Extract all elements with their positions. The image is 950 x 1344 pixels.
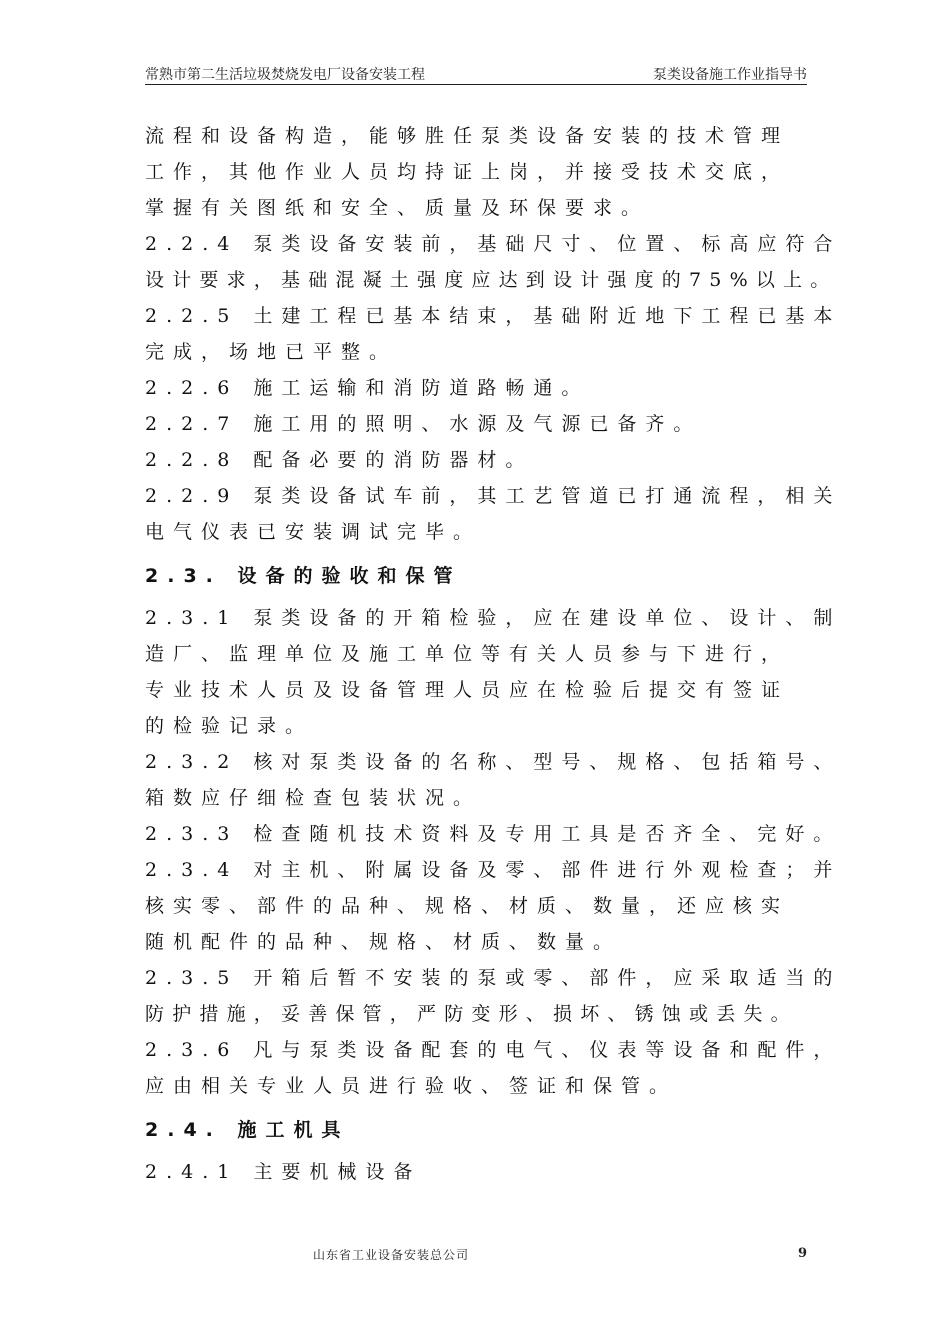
text-line: 2.3.4 对主机、附属设备及零、部件进行外观检查；并 [145, 859, 842, 881]
text-line: 2.3.5 开箱后暂不安装的泵或零、部件，应采取适当的 [145, 967, 842, 989]
text-line: 2.3.2 核对泵类设备的名称、型号、规格、包括箱号、 [145, 751, 842, 773]
text-line: 完成，场地已平整。 [145, 341, 398, 363]
page-header [145, 62, 807, 85]
text-line: 箱数应仔细检查包装状况。 [145, 787, 482, 809]
text-line: 设计要求，基础混凝土强度应达到设计强度的75%以上。 [145, 269, 838, 291]
text-line: 2.4.1 主要机械设备 [145, 1161, 422, 1183]
text-line: 工作，其他作业人员均持证上岗，并接受技术交底， [145, 161, 790, 183]
text-line: 2.3.1 泵类设备的开箱检验，应在建设单位、设计、制 [145, 607, 842, 629]
section-heading-2-3: 2.3. 设备的验收和保管 [145, 565, 462, 587]
text-line: 2.2.5 土建工程已基本结束，基础附近地下工程已基本 [145, 305, 842, 327]
text-line: 专业技术人员及设备管理人员应在检验后提交有签证 [145, 679, 790, 701]
text-line: 2.2.6 施工运输和消防道路畅通。 [145, 377, 590, 399]
document-body [145, 118, 842, 1190]
text-line: 2.3.6 凡与泵类设备配套的电气、仪表等设备和配件， [145, 1039, 842, 1061]
text-line: 电气仪表已安装调试完毕。 [145, 521, 482, 543]
text-line: 掌握有关图纸和安全、质量及环保要求。 [145, 197, 650, 219]
text-line: 造厂、监理单位及施工单位等有关人员参与下进行， [145, 643, 790, 665]
text-line: 的检验记录。 [145, 715, 314, 737]
text-line: 2.3.3 检查随机技术资料及专用工具是否齐全、完好。 [145, 823, 842, 845]
text-line: 核实零、部件的品种、规格、材质、数量，还应核实 [145, 895, 790, 917]
text-line: 防护措施，妥善保管，严防变形、损坏、锈蚀或丢失。 [145, 1003, 798, 1025]
page-footer [145, 1246, 807, 1268]
text-line: 2.2.7 施工用的照明、水源及气源已备齐。 [145, 413, 702, 435]
text-line: 2.2.4 泵类设备安装前，基础尺寸、位置、标高应符合 [145, 233, 842, 255]
company-name: 山东省工业设备安装总公司 [313, 1248, 470, 1262]
document-title: 泵类设备施工作业指导书 [653, 67, 807, 83]
section-heading-2-4: 2.4. 施工机具 [145, 1119, 350, 1141]
text-line: 随机配件的品种、规格、材质、数量。 [145, 931, 622, 953]
text-line: 2.2.8 配备必要的消防器材。 [145, 449, 534, 471]
text-line: 2.2.9 泵类设备试车前，其工艺管道已打通流程，相关 [145, 485, 842, 507]
page-number: 9 [797, 1246, 807, 1261]
project-title: 常熟市第二生活垃圾焚烧发电厂设备安装工程 [145, 67, 425, 83]
text-line: 应由相关专业人员进行验收、签证和保管。 [145, 1075, 678, 1097]
text-line: 流程和设备构造，能够胜任泵类设备安装的技术管理 [145, 125, 790, 147]
